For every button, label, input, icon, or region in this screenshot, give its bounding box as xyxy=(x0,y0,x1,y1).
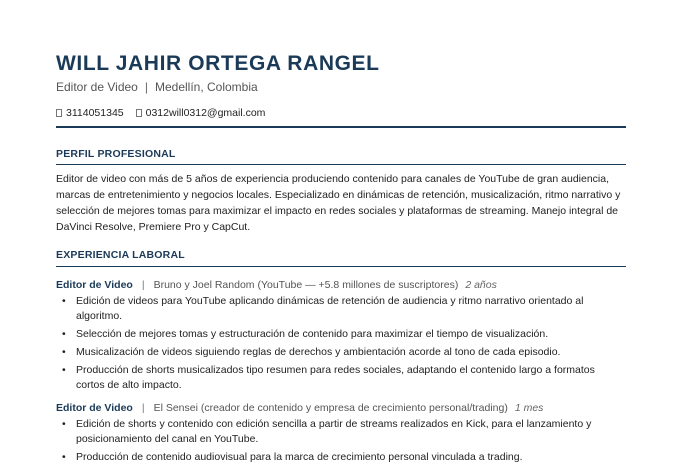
phone-number: 3114051345 xyxy=(66,107,124,119)
subtitle-separator: | xyxy=(144,80,148,94)
email-icon xyxy=(136,109,142,117)
candidate-role: Editor de Video xyxy=(56,80,138,94)
contact-line xyxy=(56,107,265,119)
profile-summary: Editor de video con más de 5 años de experiencia produciendo contenido para canales de YouTube de gran audiencia, marcas de entretenimiento y negocios locales. Especializado en dinámicas de retención, musicalización, ritmo narrativo y selección de mejores tomas para maximizar el impacto en redes sociales y plataformas de streaming. Manejo integral de DaVinci Resolve, Premiere Pro y CapCut. xyxy=(56,173,621,233)
job-bullets xyxy=(56,417,616,468)
list-item: • Producción de contenido audiovisual para la marca de crecimiento personal vinculada a trading. xyxy=(56,450,616,465)
candidate-location: Medellín, Colombia xyxy=(154,80,258,94)
job-header xyxy=(56,402,543,414)
list-item: • Producción de shorts musicalizados tipo resumen para redes sociales, adaptando el contenido largo a formatos cortos de alto impacto. xyxy=(56,363,616,393)
list-item: • Edición de videos para YouTube aplicando dinámicas de retención de audiencia y ritmo narrativo orientado al algoritmo. xyxy=(56,294,616,324)
job-duration: 2 años xyxy=(465,279,497,291)
header-subtitle xyxy=(56,80,258,94)
list-item: • Selección de mejores tomas y estructuración de contenido para maximizar el tiempo de visualización. xyxy=(56,327,616,342)
list-item: • Edición de shorts y contenido con edición sencilla a partir de streams realizados en Kick, para el lanzamiento y posicionamiento del canal en YouTube. xyxy=(56,417,616,447)
header-divider xyxy=(56,126,626,128)
list-item: • Musicalización de videos siguiendo reglas de derechos y ambientación acorde al tono de cada episodio. xyxy=(56,345,616,360)
profile-section-divider xyxy=(56,164,626,165)
email-address: 0312will0312@gmail.com xyxy=(145,107,266,119)
job-company: Bruno y Joel Random (YouTube — +5.8 millones de suscriptores) xyxy=(153,279,459,291)
job-company: El Sensei (creador de contenido y empresa de crecimiento personal/trading) xyxy=(153,402,508,414)
contact-email xyxy=(136,107,266,119)
job-duration: 1 mes xyxy=(514,402,544,414)
profile-section-title: PERFIL PROFESIONAL xyxy=(56,148,176,160)
job-role: Editor de Video xyxy=(56,279,133,291)
experience-section-divider xyxy=(56,266,626,267)
job-separator: | xyxy=(141,402,145,414)
job-bullets xyxy=(56,294,616,396)
phone-icon xyxy=(56,109,62,117)
job-role: Editor de Video xyxy=(56,402,133,414)
experience-section-title: EXPERIENCIA LABORAL xyxy=(56,249,185,261)
job-header xyxy=(56,279,497,291)
job-separator: | xyxy=(141,279,145,291)
candidate-name: WILL JAHIR ORTEGA RANGEL xyxy=(56,52,380,75)
contact-phone xyxy=(56,107,124,119)
